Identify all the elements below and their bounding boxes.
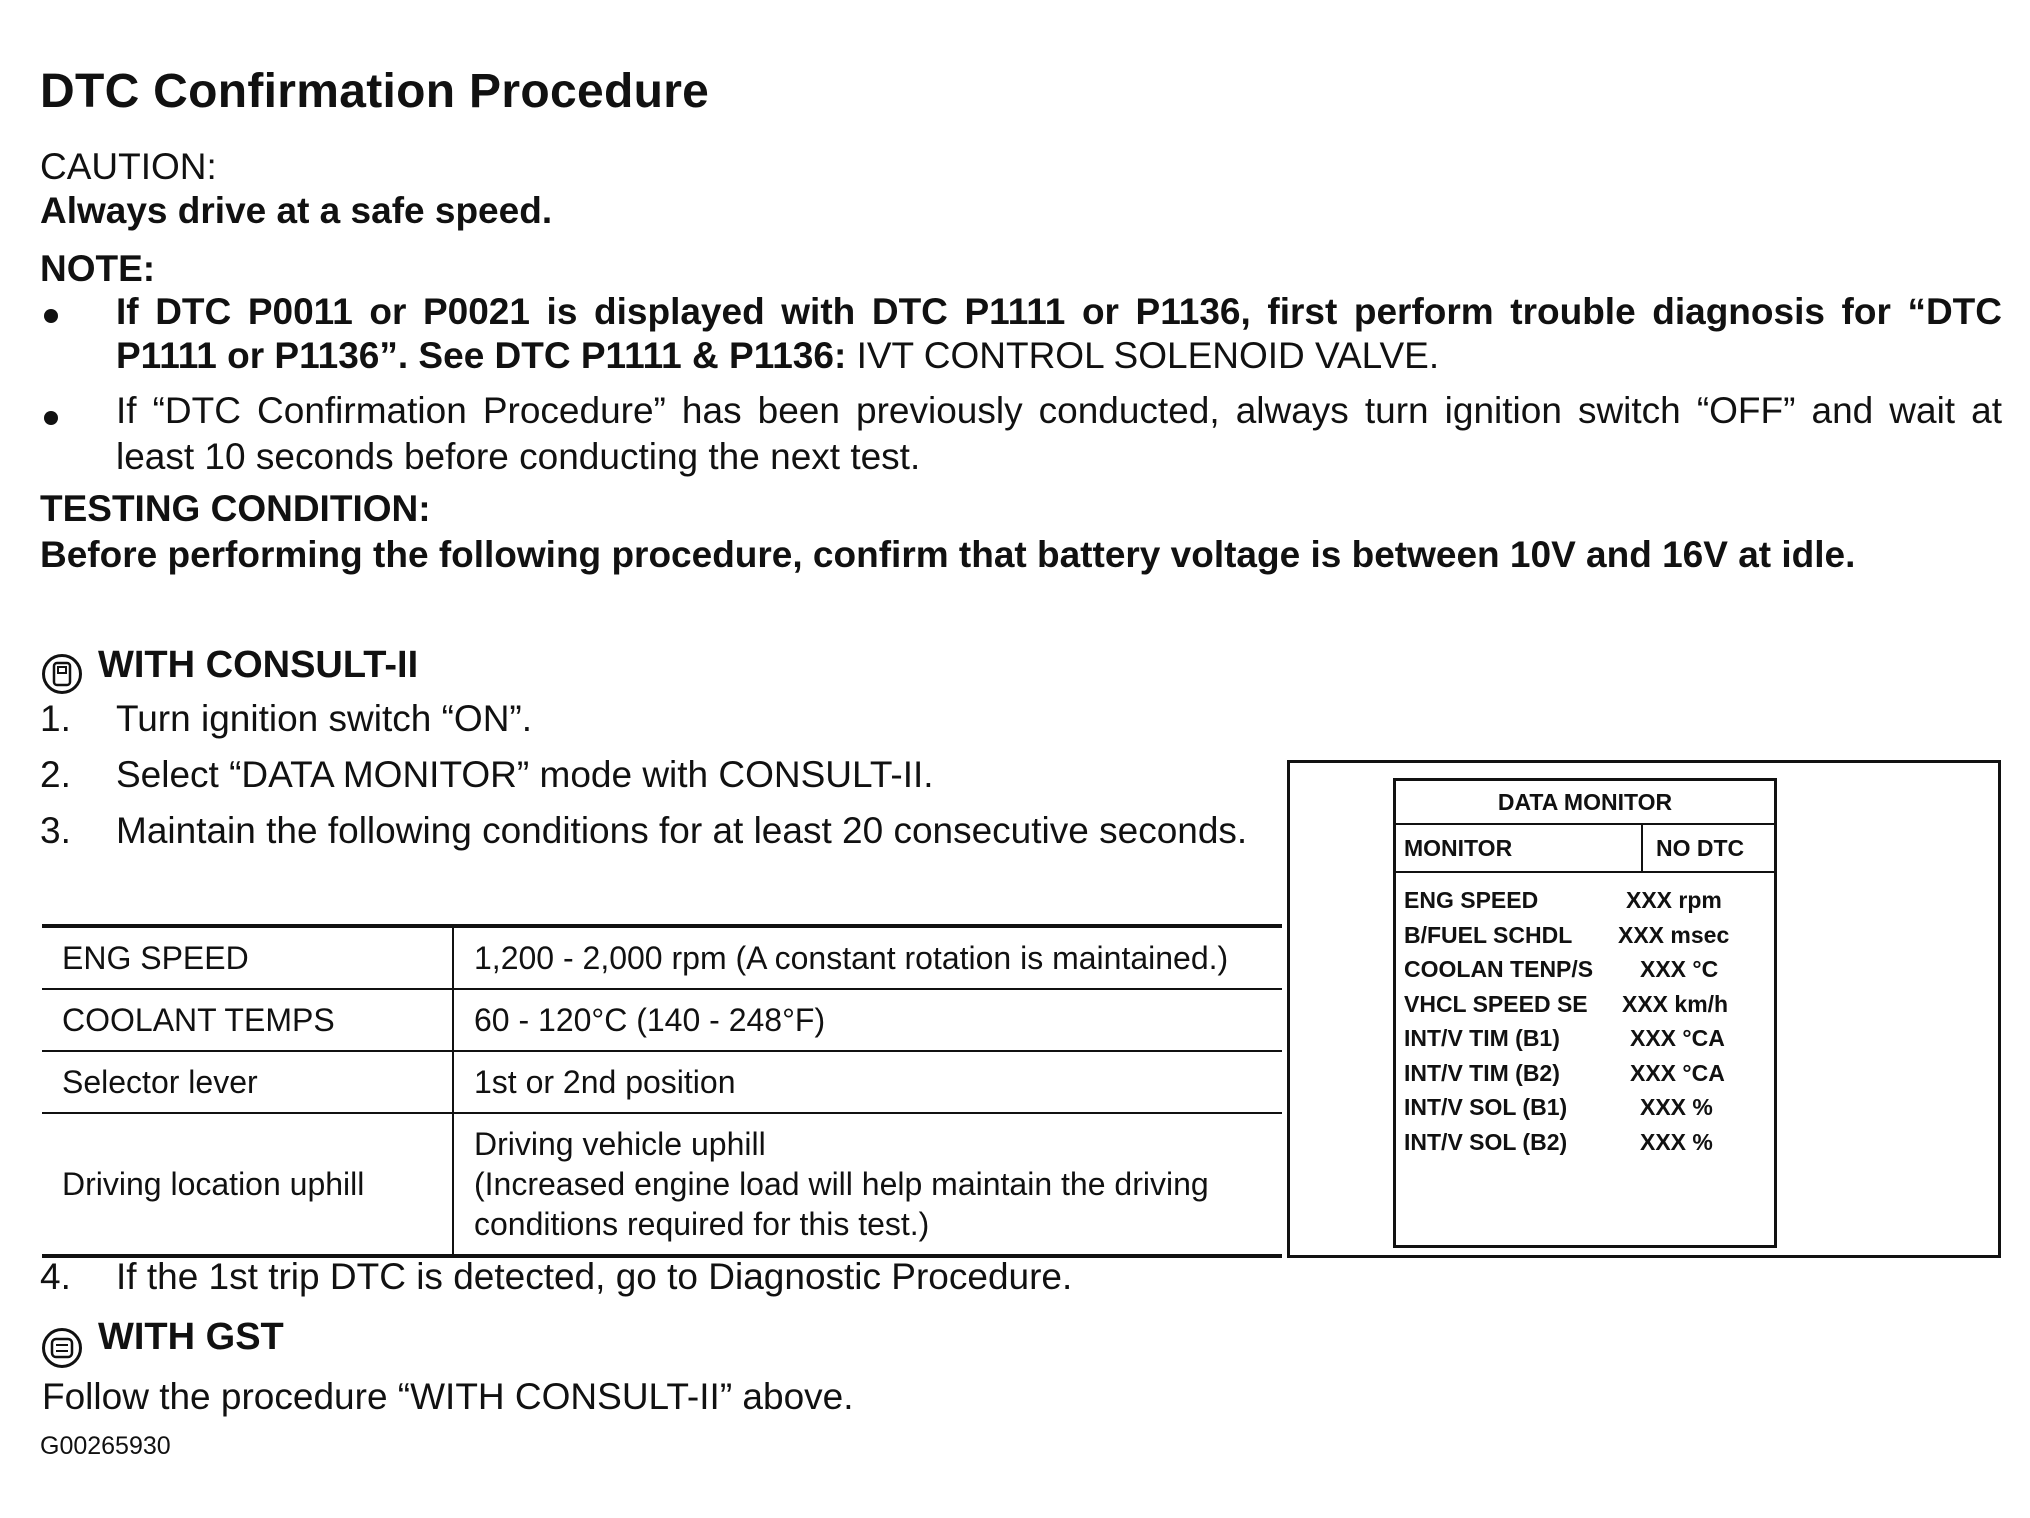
monitor-item-value: XXX °CA xyxy=(1630,1059,1725,1086)
step-4-text: If the 1st trip DTC is detected, go to Diagnostic Procedure. xyxy=(116,1256,1073,1297)
monitor-item-value: XXX °CA xyxy=(1630,1025,1725,1051)
bullet-dot-icon xyxy=(44,411,58,425)
table-row xyxy=(42,926,1282,989)
note-bullet-2: If “DTC Confirmation Procedure” has been previously conducted, always turn ignition switch “OFF” and wait at least 10 seconds before conducting the next test. xyxy=(116,390,2002,477)
table-row xyxy=(42,1051,1282,1113)
monitor-row xyxy=(1404,922,1766,957)
page-title: DTC Confirmation Procedure xyxy=(40,65,710,118)
data-monitor-title: DATA MONITOR xyxy=(1396,781,1774,825)
figure-code: G00265930 xyxy=(40,1432,171,1460)
condition-key: COOLANT TEMPS xyxy=(42,989,453,1051)
gst-heading: WITH GST xyxy=(98,1316,284,1358)
monitor-item-value: XXX % xyxy=(1640,1128,1713,1155)
caution-heading: CAUTION: xyxy=(40,146,217,187)
data-monitor-rows xyxy=(1404,887,1766,1163)
step-number: 2. xyxy=(40,754,71,795)
monitor-row xyxy=(1404,1094,1766,1129)
bullet-dot-icon xyxy=(44,309,58,323)
data-monitor-figure xyxy=(1287,760,2001,1258)
monitor-item-name: INT/V SOL (B2) xyxy=(1404,1128,1568,1155)
no-dtc-label: NO DTC xyxy=(1656,835,1745,861)
monitor-row xyxy=(1404,1129,1766,1164)
table-row xyxy=(42,1113,1282,1256)
monitor-item-name: COOLAN TENP/S xyxy=(1404,956,1594,982)
monitor-row xyxy=(1404,991,1766,1026)
note-heading: NOTE: xyxy=(40,248,156,289)
note-bullet-1-link[interactable]: IVT CONTROL SOLENOID VALVE. xyxy=(856,335,1440,376)
condition-key: Selector lever xyxy=(42,1051,453,1113)
monitor-row xyxy=(1404,1025,1766,1060)
gst-tool-icon xyxy=(42,1328,82,1368)
data-monitor-screen xyxy=(1393,778,1777,1248)
step-number: 4. xyxy=(40,1256,71,1297)
monitor-item-value: XXX % xyxy=(1640,1094,1713,1120)
testing-text: Before performing the following procedure, confirm that battery voltage is between 10V and 16V at idle. xyxy=(40,534,1856,575)
condition-value xyxy=(453,989,1282,1051)
monitor-label: MONITOR xyxy=(1404,835,1513,861)
condition-value-line: Driving vehicle uphill xyxy=(474,1126,766,1162)
condition-value-line: 1,200 - 2,000 rpm (A constant rotation is maintained.) xyxy=(474,940,1229,976)
testing-heading: TESTING CONDITION: xyxy=(40,488,431,529)
subheader-divider xyxy=(1641,825,1643,871)
monitor-item-name: INT/V SOL (B1) xyxy=(1404,1094,1568,1120)
consult-heading: WITH CONSULT-II xyxy=(98,644,419,686)
monitor-row xyxy=(1404,956,1766,991)
table-row xyxy=(42,989,1282,1051)
monitor-item-name: ENG SPEED xyxy=(1404,887,1539,913)
step-number: 3. xyxy=(40,810,71,851)
step-3-text: Maintain the following conditions for at least 20 consecutive seconds. xyxy=(116,810,1248,851)
step-2-text: Select “DATA MONITOR” mode with CONSULT-II. xyxy=(116,754,934,795)
consult-tool-icon xyxy=(42,654,82,694)
condition-key: Driving location uphill xyxy=(42,1113,453,1256)
caution-text: Always drive at a safe speed. xyxy=(40,190,553,231)
condition-value xyxy=(453,1113,1282,1256)
gst-text: Follow the procedure “WITH CONSULT-II” above. xyxy=(42,1376,854,1417)
monitor-item-name: B/FUEL SCHDL xyxy=(1404,921,1573,948)
monitor-item-name: INT/V TIM (B1) xyxy=(1404,1025,1560,1051)
condition-value xyxy=(453,1051,1282,1113)
monitor-item-value: XXX msec xyxy=(1618,921,1730,948)
monitor-item-value: XXX km/h xyxy=(1622,990,1729,1017)
condition-value-line: 60 - 120°C (140 - 248°F) xyxy=(474,1002,826,1038)
monitor-row xyxy=(1404,887,1766,922)
monitor-row xyxy=(1404,1060,1766,1095)
condition-key: ENG SPEED xyxy=(42,926,453,989)
note-bullet-1-text: If DTC P0011 or P0021 is displayed with DTC P1111 or P1136, first perform trouble diagnosis for “DTC P1111 or P1136”. See DTC P1111 & P1136 xyxy=(116,291,2002,376)
monitor-item-name: VHCL SPEED SE xyxy=(1404,990,1588,1017)
conditions-table xyxy=(42,924,1282,1258)
monitor-item-value: XXX rpm xyxy=(1626,887,1722,913)
condition-value-line: (Increased engine load will help maintain the driving xyxy=(474,1166,1209,1202)
monitor-item-name: INT/V TIM (B2) xyxy=(1404,1059,1560,1086)
condition-value xyxy=(453,926,1282,989)
step-1-text: Turn ignition switch “ON”. xyxy=(116,698,533,739)
condition-value-line: 1st or 2nd position xyxy=(474,1064,736,1100)
data-monitor-subheader xyxy=(1396,825,1774,873)
condition-value-line: conditions required for this test.) xyxy=(474,1206,930,1242)
note-bullet-1: If DTC P0011 or P0021 is displayed with DTC P1111 or P1136, first perform trouble diagnosis for “DTC P1111 or P1136”. See DTC P1111 & P1136: IVT CONTROL SOLENOID VALVE. xyxy=(116,291,2002,376)
step-number: 1. xyxy=(40,698,71,739)
monitor-item-value: XXX °C xyxy=(1640,956,1719,982)
